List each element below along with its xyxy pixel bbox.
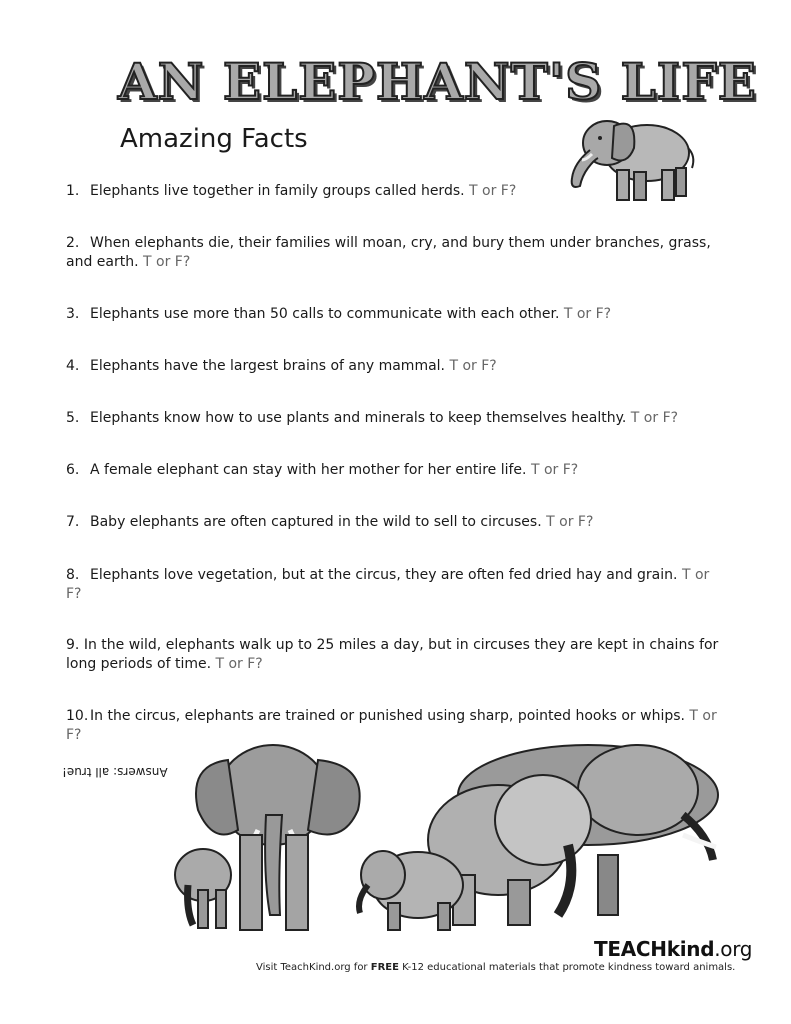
fact-item: 2. When elephants die, their families will moan, cry, and bury them under branches, grass, and earth. T or F?: [66, 235, 711, 270]
teachkind-logo: TEACHkind.org: [594, 937, 753, 961]
answers-upside-down: Answers: all true!: [62, 765, 168, 779]
worksheet-subtitle: Amazing Facts: [120, 124, 308, 154]
fact-item: 4. Elephants have the largest brains of any mammal. T or F?: [66, 358, 497, 374]
fact-item: 8. Elephants love vegetation, but at the circus, they are often fed dried hay and grain. T or F?: [66, 567, 710, 602]
fact-item: 1. Elephants live together in family groups called herds. T or F?: [66, 183, 517, 199]
fact-item: 10. In the circus, elephants are trained or punished using sharp, pointed hooks or whips. T or F?: [66, 708, 717, 743]
fact-item: 3. Elephants use more than 50 calls to communicate with each other. T or F?: [66, 306, 612, 322]
footer-note: Visit TeachKind.org for FREE K-12 educational materials that promote kindness toward animals.: [256, 962, 736, 973]
fact-item: 9. In the wild, elephants walk up to 25 miles a day, but in circuses they are kept in chains for long periods of time. T or F?: [66, 637, 719, 672]
fact-item: 5. Elephants know how to use plants and minerals to keep themselves healthy. T or F?: [66, 410, 679, 426]
fact-item: 7. Baby elephants are often captured in the wild to sell to circuses. T or F?: [66, 514, 594, 530]
fact-item: 6. A female elephant can stay with her mother for her entire life. T or F?: [66, 462, 579, 478]
elephant-herd-illustration: [168, 735, 728, 935]
worksheet-title: AN ELEPHANT'S LIFE: [118, 52, 757, 111]
